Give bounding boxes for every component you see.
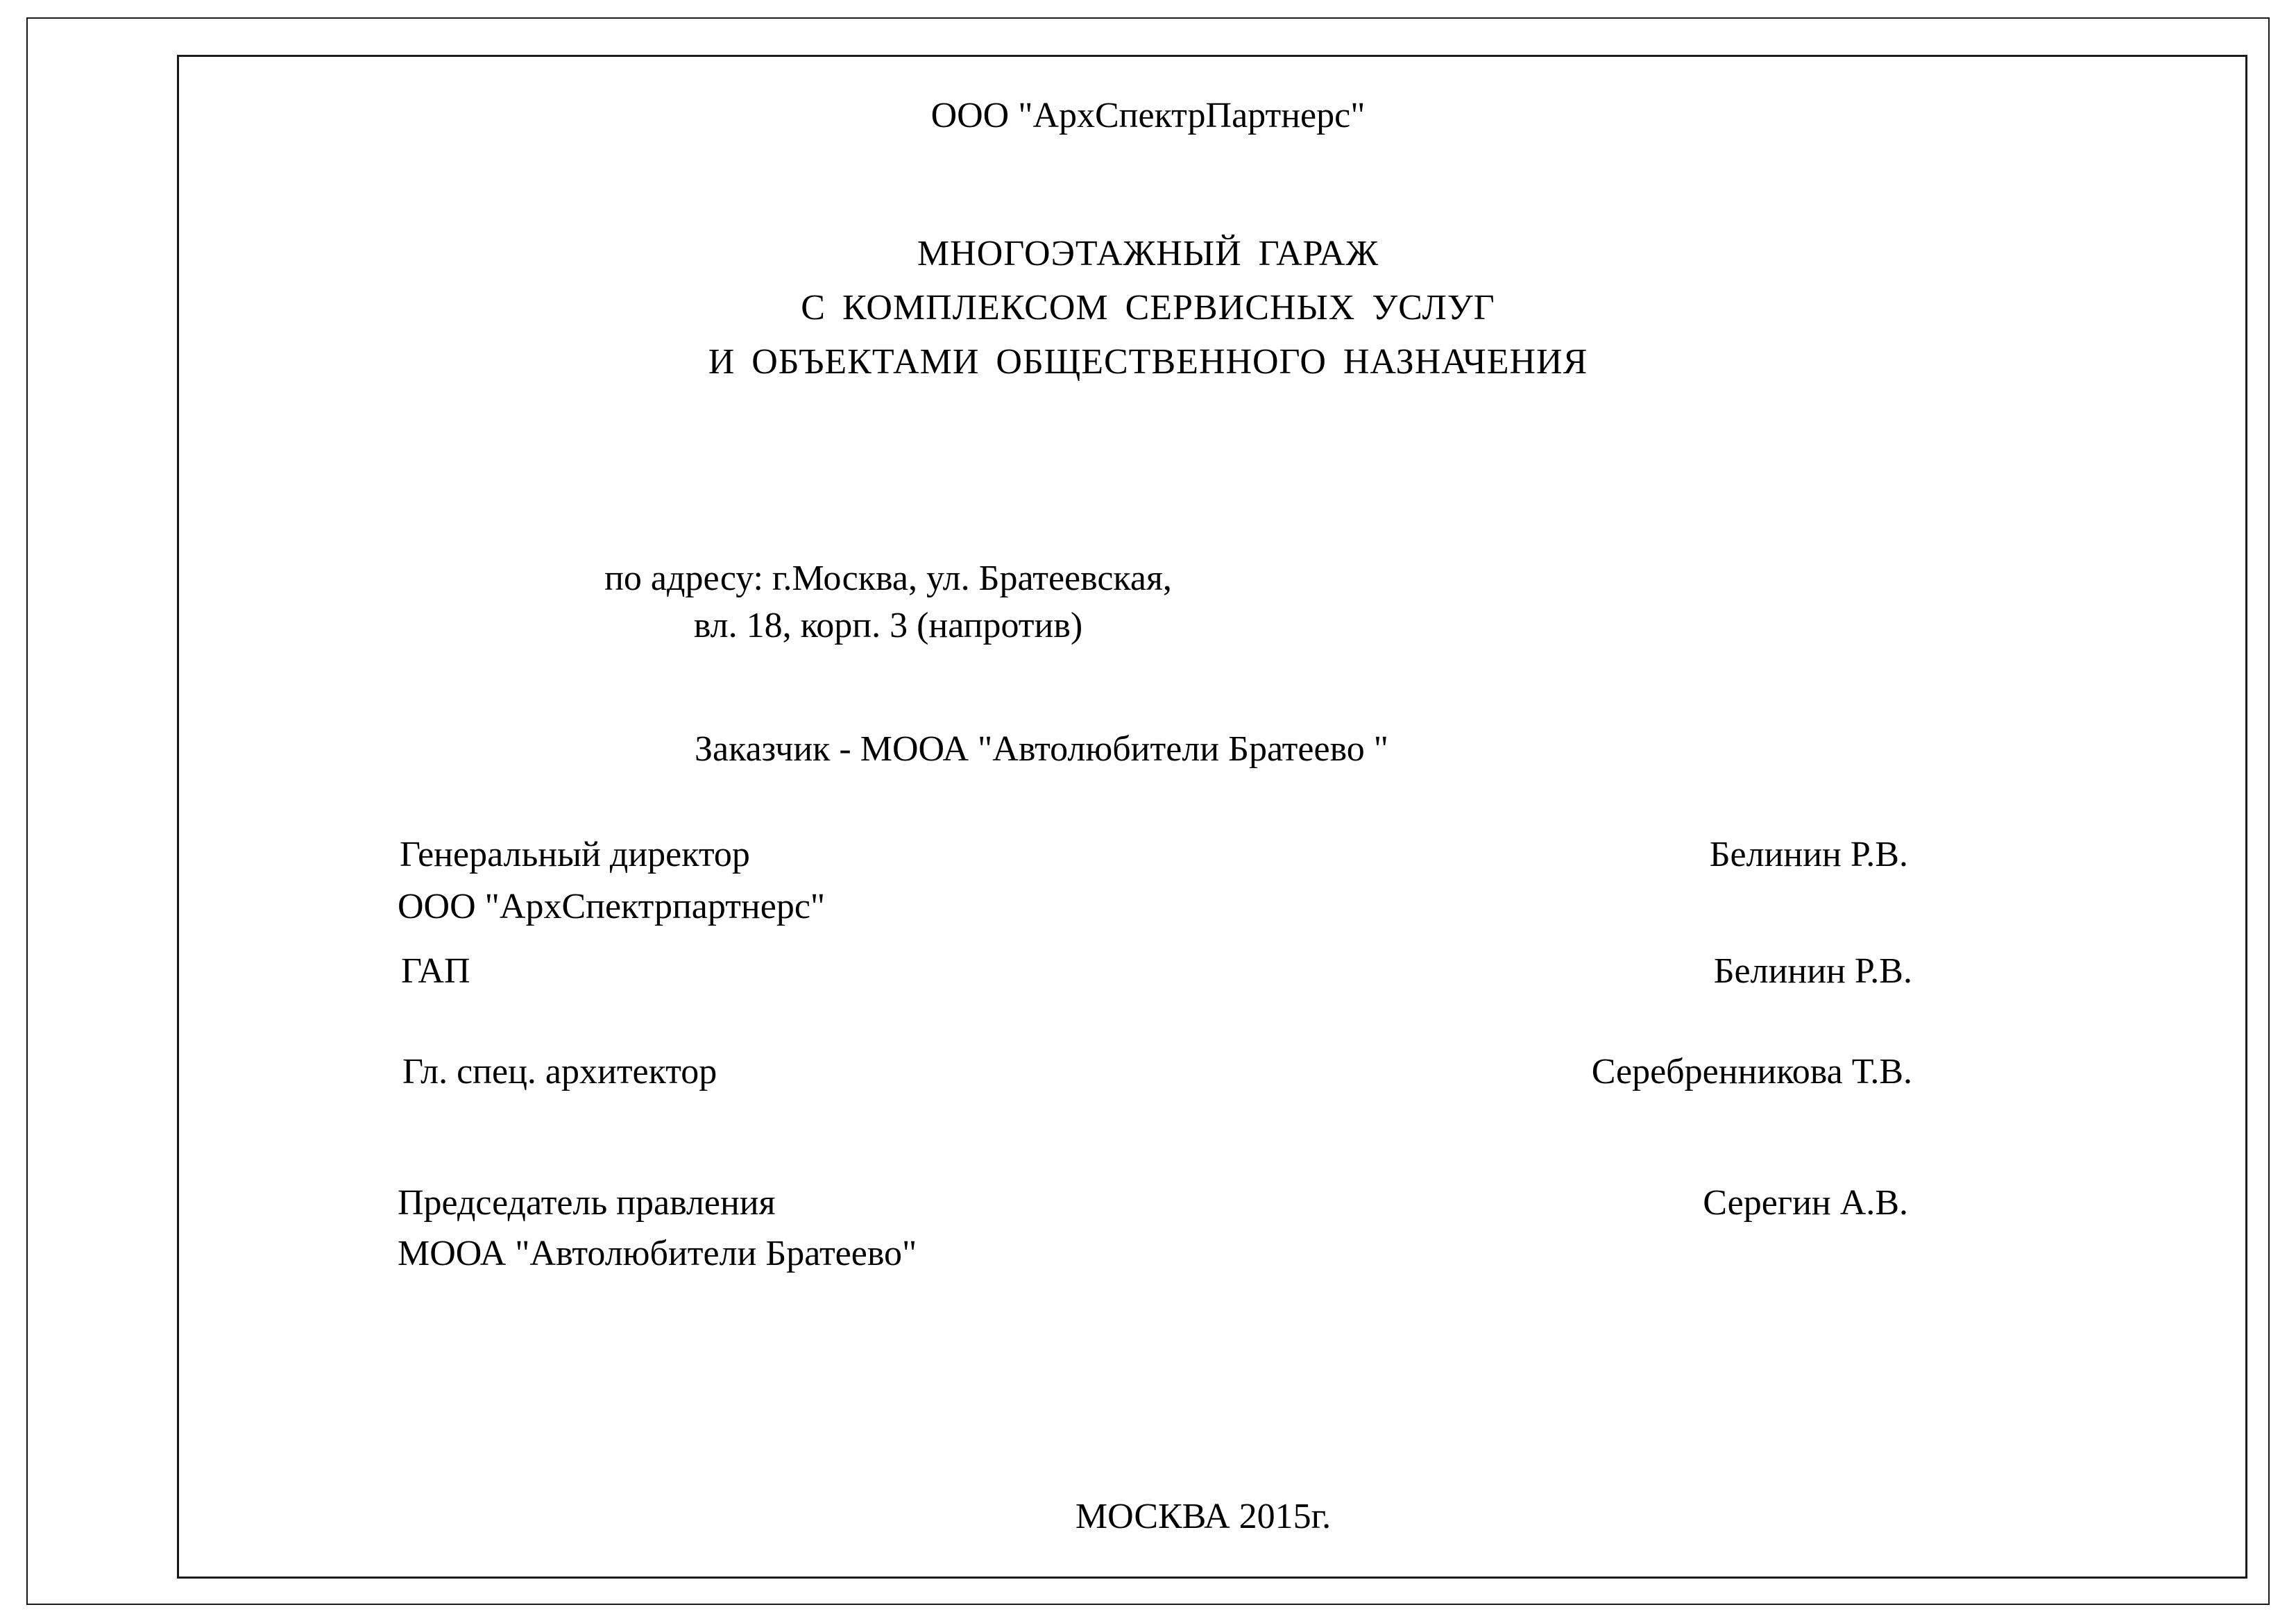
- signatory-1-role-line-2: ООО "АрхСпектрпартнерс": [398, 887, 826, 926]
- address-line-2: вл. 18, корп. 3 (напротив): [693, 606, 1083, 645]
- signatory-3-role: Гл. спец. архитектор: [402, 1052, 717, 1091]
- signatory-4-name: Серегин А.В.: [1703, 1183, 1908, 1223]
- signatory-4-role-line-1: Председатель правления: [398, 1183, 776, 1223]
- organization-name: ООО "АрхСпектрПартнерс": [930, 96, 1366, 135]
- signatory-2-name: Белинин Р.В.: [1713, 951, 1912, 991]
- signatory-2-role: ГАП: [401, 951, 470, 991]
- customer-line: Заказчик - МООА "Автолюбители Братеево ": [694, 729, 1388, 769]
- inner-frame: [177, 55, 2247, 1579]
- signatory-1-name: Белинин Р.В.: [1709, 835, 1908, 874]
- address-line-1: по адресу: г.Москва, ул. Братеевская,: [604, 559, 1172, 598]
- title-line-2: С КОМПЛЕКСОМ СЕРВИСНЫХ УСЛУГ: [801, 288, 1495, 328]
- signatory-3-name: Серебренникова Т.В.: [1591, 1052, 1912, 1091]
- signatory-1-role-line-1: Генеральный директор: [400, 835, 750, 874]
- title-line-1: МНОГОЭТАЖНЫЙ ГАРАЖ: [917, 234, 1379, 273]
- footer-city-year: МОСКВА 2015г.: [1075, 1497, 1332, 1536]
- signatory-4-role-line-2: МООА "Автолюбители Братеево": [398, 1234, 917, 1273]
- title-line-3: И ОБЪЕКТАМИ ОБЩЕСТВЕННОГО НАЗНАЧЕНИЯ: [708, 342, 1588, 382]
